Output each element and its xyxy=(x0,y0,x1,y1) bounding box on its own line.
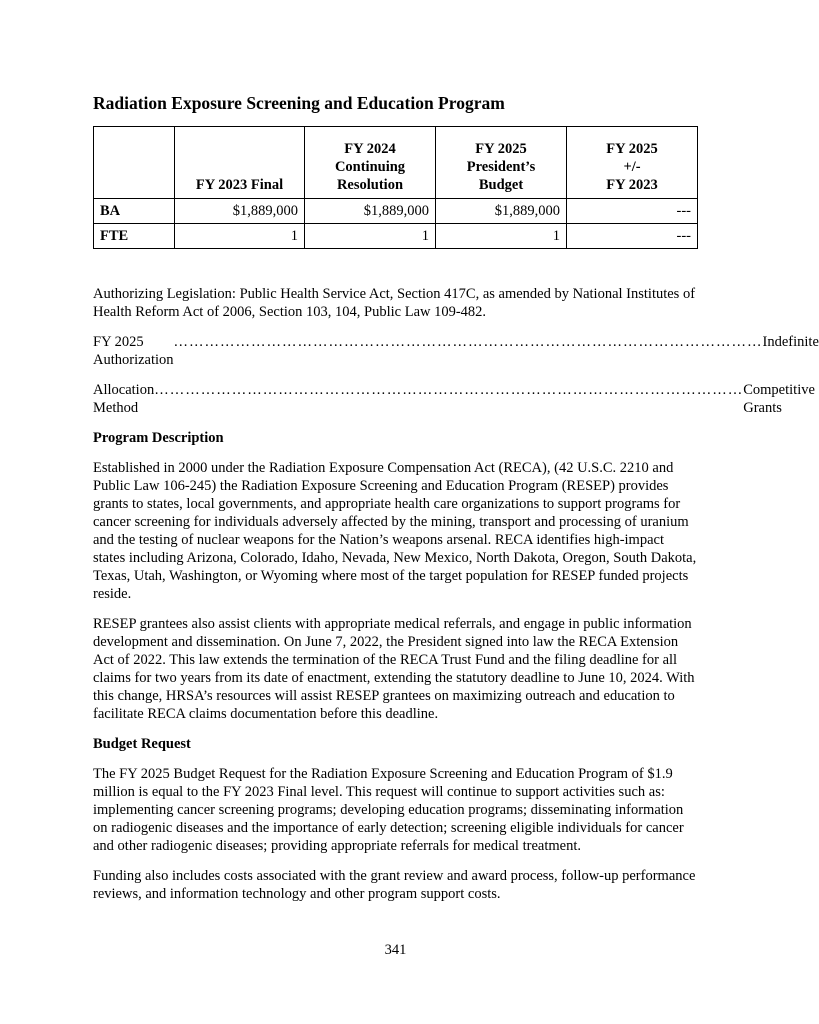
program-description-paragraph-2: RESEP grantees also assist clients with appropriate medical referrals, and engage in public information development and dissemination. On June 7, 2022, the President signed into law the RECA Extension Act of 2022. This law extends the termination of the RECA Trust Fund and the filing deadline for all claims for two years from its date of enactment, extending the statutory deadline to June 10, 2024. With this change, HRSA’s resources will assist RESEP grantees on maximizing outreach and education to facilitate RECA claims documentation before this deadline. xyxy=(93,616,695,722)
cell-fte-fy2025: 1 xyxy=(436,224,567,249)
document-page xyxy=(93,92,819,903)
program-description-paragraph-1: Established in 2000 under the Radiation Exposure Compensation Act (RECA), (42 U.S.C. 2210 and Public Law 106-245) the Radiation Exposure Screening and Education Program (RESEP) provides grants to states, local governments, and appropriate health care organizations to support programs for cancer screening for individuals adversely affected by the mining, transport and processing of uranium and the testing of nuclear weapons for the Nation’s weapons arsenal. RECA identifies high-impact states including Arizona, Colorado, Idaho, Nevada, New Mexico, North Dakota, Oregon, South Dakota, Texas, Utah, Washington, or Wyoming where most of the target population for RESEP funded projects reside. xyxy=(93,460,697,602)
cell-fte-diff: --- xyxy=(567,224,698,249)
authorization-value: Indefinite xyxy=(762,334,819,350)
header-fy2024-cr-text: FY 2024 Continuing Resolution xyxy=(334,141,406,193)
header-fy2025-pb xyxy=(436,127,567,199)
budget-request-heading: Budget Request xyxy=(93,736,191,752)
allocation-label: Allocation Method xyxy=(93,382,155,416)
page-title: Radiation Exposure Screening and Education Program xyxy=(93,93,505,113)
row-label-ba: BA xyxy=(94,199,175,224)
header-fy2025-vs-fy2023-text: FY 2025 +/- FY 2023 xyxy=(606,141,658,193)
header-fy2025-vs-fy2023 xyxy=(567,127,698,199)
header-cell-empty xyxy=(94,127,175,199)
cell-fte-fy2023: 1 xyxy=(175,224,305,249)
cell-ba-fy2024: $1,889,000 xyxy=(305,199,436,224)
authorization-line xyxy=(93,333,819,369)
table-header-row xyxy=(94,127,698,199)
budget-request-paragraph-1: The FY 2025 Budget Request for the Radiation Exposure Screening and Education Program of $1.9 million is equal to the FY 2023 Final level. This request will continue to support activities such as: implementing cancer screening programs; developing education programs; disseminating information on radiogenic diseases and the importance of early detection; screening eligible individuals for cancer and other radiogenic diseases; providing appropriate referrals for medical treatment. xyxy=(93,766,684,854)
table-row-ba xyxy=(94,199,698,224)
authorizing-legislation: Authorizing Legislation: Public Health Service Act, Section 417C, as amended by National Institutes of Health Reform Act of 2006, Section 103, 104, Public Law 109-482. xyxy=(93,286,696,320)
allocation-line xyxy=(93,381,815,417)
budget-request-paragraph-2: Funding also includes costs associated with the grant review and award process, follow-up performance reviews, and information technology and other program support costs. xyxy=(93,868,696,902)
program-description-heading: Program Description xyxy=(93,430,224,446)
allocation-value: Competitive Grants xyxy=(743,382,815,416)
authorization-label: FY 2025 Authorization xyxy=(93,334,174,368)
table-row-fte xyxy=(94,224,698,249)
page-number: 341 xyxy=(384,942,407,958)
header-fy2025-pb-text: FY 2025 President’s Budget xyxy=(466,141,536,193)
cell-ba-diff: --- xyxy=(567,199,698,224)
cell-ba-fy2025: $1,889,000 xyxy=(436,199,567,224)
leader-dots: …………………………………………………………………………………………………… xyxy=(154,382,744,398)
cell-ba-fy2023: $1,889,000 xyxy=(175,199,305,224)
leader-dots: …………………………………………………………………………………………………… xyxy=(173,334,763,350)
header-fy2023-final: FY 2023 Final xyxy=(175,127,305,199)
row-label-fte: FTE xyxy=(94,224,175,249)
cell-fte-fy2024: 1 xyxy=(305,224,436,249)
budget-table xyxy=(93,126,698,249)
header-fy2024-cr xyxy=(305,127,436,199)
